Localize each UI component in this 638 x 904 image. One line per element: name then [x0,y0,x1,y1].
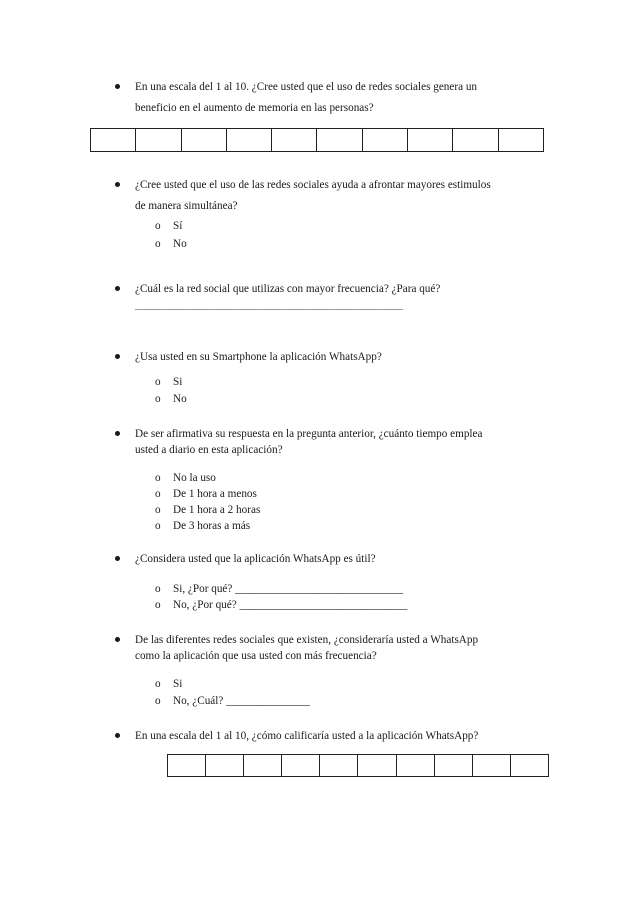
option-marker: o [155,599,161,611]
rating-cell[interactable] [181,129,226,152]
question-2-line-1: ¿Cree usted que el uso de las redes sociales ayuda a afrontar mayores estimulos [135,179,491,191]
option-item[interactable] [155,391,187,407]
rating-cell[interactable] [498,129,543,152]
bullet-q8 [115,733,120,738]
bullet-q5 [115,431,120,436]
option-item[interactable] [155,236,187,252]
option-label: Si [173,678,183,690]
answer-line-q3[interactable]: _________________________________________________________________________________________ [135,302,402,311]
question-8-line-1: En una escala del 1 al 10, ¿cómo calificaría usted a la aplicación WhatsApp? [135,730,479,742]
question-5-line-1: De ser afirmativa su respuesta en la pregunta anterior, ¿cuánto tiempo emplea [135,428,483,440]
rating-cell[interactable] [320,755,358,777]
option-label: De 1 hora a 2 horas [173,504,261,516]
option-marker: o [155,238,161,250]
question-6-line-1: ¿Considera usted que la aplicación WhatsApp es útil? [135,553,376,565]
question-3-line-1: ¿Cuál es la red social que utilizas con mayor frecuencia? ¿Para qué? [135,283,441,295]
option-label: De 3 horas a más [173,520,251,532]
option-marker: o [155,695,161,707]
rating-cell[interactable] [453,129,498,152]
option-marker: o [155,472,161,484]
rating-cell[interactable] [91,129,136,152]
rating-cell[interactable] [272,129,317,152]
question-4-line-1: ¿Usa usted en su Smartphone la aplicación WhatsApp? [135,351,382,363]
option-item[interactable] [155,486,257,502]
option-marker: o [155,376,161,388]
option-item[interactable] [155,581,403,597]
rating-scale-q1 [90,128,544,152]
question-7-line-2: como la aplicación que usa usted con más frecuencia? [135,650,377,662]
option-item[interactable] [155,597,407,613]
option-marker: o [155,504,161,516]
option-label: No [173,238,187,250]
option-label: No [173,393,187,405]
rating-cell[interactable] [206,755,244,777]
rating-cell[interactable] [434,755,472,777]
rating-cell[interactable] [396,755,434,777]
rating-cell[interactable] [282,755,320,777]
option-item[interactable] [155,518,250,534]
option-item[interactable] [155,693,310,709]
question-7-line-1: De las diferentes redes sociales que existen, ¿consideraría usted a WhatsApp [135,634,479,646]
option-label: Sí [173,220,183,232]
rating-cell[interactable] [226,129,271,152]
rating-cell[interactable] [472,755,510,777]
option-item[interactable] [155,470,216,486]
question-2-line-2: de manera simultánea? [135,200,238,212]
question-1-line-2: beneficio en el aumento de memoria en las personas? [135,102,374,114]
rating-cell[interactable] [362,129,407,152]
rating-scale-q8 [167,754,549,777]
option-marker: o [155,583,161,595]
bullet-q3 [115,286,120,291]
option-item[interactable] [155,502,260,518]
option-label: No la uso [173,472,216,484]
bullet-q1 [115,84,120,89]
option-label: No, ¿Por qué? ______________________________ [173,599,408,611]
rating-cell[interactable] [358,755,396,777]
option-label: No, ¿Cuál? _______________ [173,695,311,707]
bullet-q7 [115,637,120,642]
option-item[interactable] [155,218,182,234]
rating-cell[interactable] [510,755,548,777]
rating-cell[interactable] [244,755,282,777]
option-label: Si, ¿Por qué? ______________________________ [173,583,403,595]
bullet-q6 [115,556,120,561]
option-marker: o [155,220,161,232]
question-5-line-2: usted a diario en esta aplicación? [135,444,283,456]
bullet-q2 [115,182,120,187]
rating-cell[interactable] [408,129,453,152]
option-marker: o [155,520,161,532]
option-label: De 1 hora a menos [173,488,257,500]
option-item[interactable] [155,374,182,390]
rating-cell[interactable] [317,129,362,152]
option-marker: o [155,678,161,690]
option-item[interactable] [155,676,182,692]
rating-cell[interactable] [168,755,206,777]
option-label: Si [173,376,183,388]
question-1-line-1: En una escala del 1 al 10. ¿Cree usted que el uso de redes sociales genera un [135,81,478,93]
option-marker: o [155,393,161,405]
bullet-q4 [115,354,120,359]
rating-cell[interactable] [136,129,181,152]
option-marker: o [155,488,161,500]
